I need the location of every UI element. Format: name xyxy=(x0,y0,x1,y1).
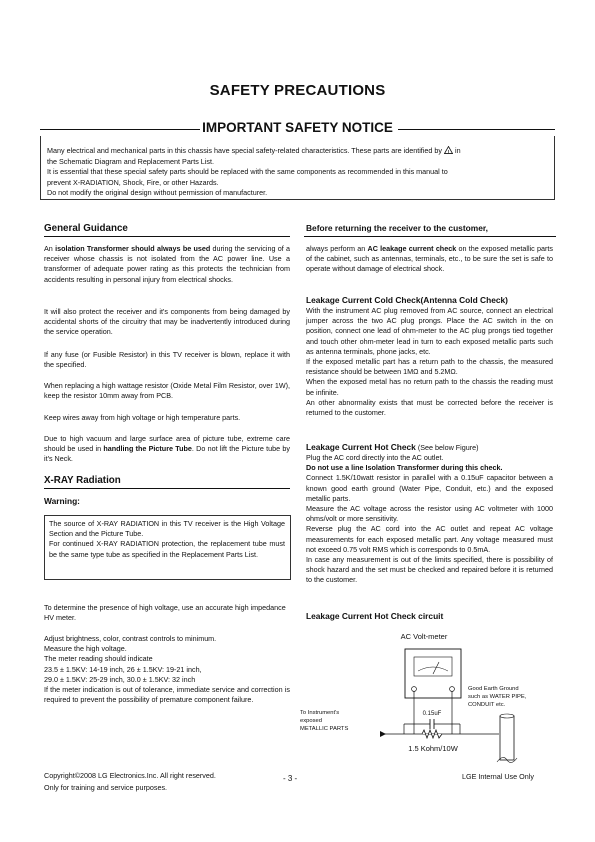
warning-heading: Warning: xyxy=(44,496,80,506)
general-guidance-body xyxy=(44,244,290,285)
paragraph: If any fuse (or Fusible Resistor) in this TV receiver is blown, replace it with the specified. xyxy=(44,350,290,370)
divider xyxy=(44,488,290,489)
cold-check-body: With the instrument AC plug removed from AC source, connect an electrical jumper across the two AC plug prongs. Place the AC switch in the on position, connect one lead of ohm-meter to the AC plug prongs tied together and touch other ohm-meter lead in turn to each exposed metallic parts such as antenna terminals, phone jacks, etc. If the exposed metallic part has a return path to the chassis, the measured resistance should be between 1MΩ and 5.2MΩ. When the exposed metal has no return path to the chassis the reading must be infinite. An other abnormality exists that must be corrected before the receiver is returned to the customer. xyxy=(306,306,553,418)
notice-text xyxy=(47,146,550,199)
leakage-hot-check-circuit-diagram xyxy=(300,628,556,768)
earth-pipe xyxy=(500,716,514,760)
footer-copyright: Copyright©2008 LG Electronics.Inc. All right reserved. Only for training and service purposes. xyxy=(44,771,216,792)
page-number: - 3 - xyxy=(283,774,298,783)
notice-line: Many electrical and mechanical parts in this chassis have special safety-related characteristics. These parts are identified by ! in xyxy=(47,146,461,155)
paragraph: When replacing a high wattage resistor (Oxide Metal Film Resistor, over 1W), keep the resistor 10mm away from PCB. xyxy=(44,381,290,401)
meter-label: AC Volt-meter xyxy=(400,632,448,641)
notice-line: It is essential that these special safety parts should be replaced with the same components as recommended in this manual to xyxy=(47,167,448,177)
paragraph: always perform an AC leakage current check on the exposed metallic parts of the cabinet, such as antennas, terminals, etc., to be sure the set is safe to operate without damage of electrical shock. xyxy=(306,244,554,274)
paragraph: An isolation Transformer should always be used during the servicing of a receiver whose chassis is not isolated from the AC power line. Use a transformer of adequate power rating as this protects the technician from accidents resulting in personal injury from electrical shocks. xyxy=(44,244,290,284)
divider xyxy=(44,236,290,237)
arrow-left-icon xyxy=(380,731,386,737)
notice-heading-bar xyxy=(40,120,555,136)
hot-check-body: Plug the AC cord directly into the AC outlet. Do not use a line Isolation Transformer during this check. Connect 1.5K/10watt resistor in parallel with a 0.15uF capacitor between a known good earth ground (Water Pipe, Conduit, etc.) and the exposed metallic parts. Measure the AC voltage across the resistor using AC voltmeter with 1000 ohms/volt or more sensitivity. Reverse plug the AC cord into the AC outlet and repeat AC voltage measurements for each exposed metallic part. Any voltage measured must not exceed 0.75 volt RMS which is corresponds to 0.5mA. In case any measurement is out of the limits specified, there is possibility of shock hazard and the set must be checked and repaired before it is returned to the customer. xyxy=(306,453,553,585)
earth-ground-label: Good Earth Ground xyxy=(468,686,519,692)
resistor xyxy=(422,730,442,738)
paragraph: To determine the presence of high voltage, use an accurate high impedance HV meter. xyxy=(44,603,286,623)
warning-text: The source of X-RAY RADIATION in this TV receiver is the High Voltage Section and the Picture Tube. For continued X-RAY RADIATION protection, the replacement tube must be the same type tube as specified in the Replacement Parts List. xyxy=(49,519,285,559)
hv-measurement-steps: Adjust brightness, color, contrast controls to minimum. Measure the high voltage. The meter reading should indicate 23.5 ± 1.5KV: 14-19 inch, 26 ± 1.5KV: 19-21 inch, 29.0 ± 1.5KV: 25-29 inch, 30.0 ± 1.5KV: 32 inch If the meter indication is out of tolerance, immediate service and correction is required to prevent the possibility of premature component failure. xyxy=(44,634,290,705)
page-title: SAFETY PRECAUTIONS xyxy=(209,82,386,99)
svg-text:CONDUIT etc.: CONDUIT etc. xyxy=(468,702,506,708)
cold-check-heading: Leakage Current Cold Check(Antenna Cold Check) xyxy=(306,295,508,305)
hot-check-heading-line: Leakage Current Hot Check (See below Figure) xyxy=(306,442,479,452)
before-returning-heading: Before returning the receiver to the customer, xyxy=(306,223,488,233)
svg-text:!: ! xyxy=(447,149,450,154)
divider xyxy=(304,236,556,237)
notice-line: the Schematic Diagram and Replacement Parts List. xyxy=(47,156,214,166)
xray-heading: X-RAY Radiation xyxy=(44,475,121,486)
svg-text:exposed: exposed xyxy=(300,718,322,724)
warning-triangle-icon xyxy=(444,146,453,154)
paragraph: Keep wires away from high voltage or high temperature parts. xyxy=(44,413,241,422)
notice-line: prevent X-RADIATION, Shock, Fire, or other Hazards. xyxy=(47,177,219,187)
paragraph: It will also protect the receiver and it's components from being damaged by accidental shorts of the circuitry that may be inadvertently introduced during the service operation. xyxy=(44,307,290,337)
notice-heading: IMPORTANT SAFETY NOTICE xyxy=(202,120,393,135)
svg-text:such as WATER PIPE,: such as WATER PIPE, xyxy=(468,694,527,700)
circuit-heading: Leakage Current Hot Check circuit xyxy=(306,611,444,621)
paragraph: Due to high vacuum and large surface area of picture tube, extreme care should be used in handling the Picture Tube. Do not lift the Picture tube by it's Neck. xyxy=(44,434,290,464)
resistor-label: 1.5 Kohm/10W xyxy=(408,744,458,753)
general-guidance-heading: General Guidance xyxy=(44,223,128,234)
notice-line: Do not modify the original design without permission of manufacturer. xyxy=(47,188,268,198)
footer-internal-use: LGE Internal Use Only xyxy=(462,772,534,781)
metallic-parts-label: To Instrument's xyxy=(300,710,340,716)
svg-text:METALLIC PARTS: METALLIC PARTS xyxy=(300,726,349,732)
capacitor-label: 0.15uF xyxy=(422,711,442,717)
